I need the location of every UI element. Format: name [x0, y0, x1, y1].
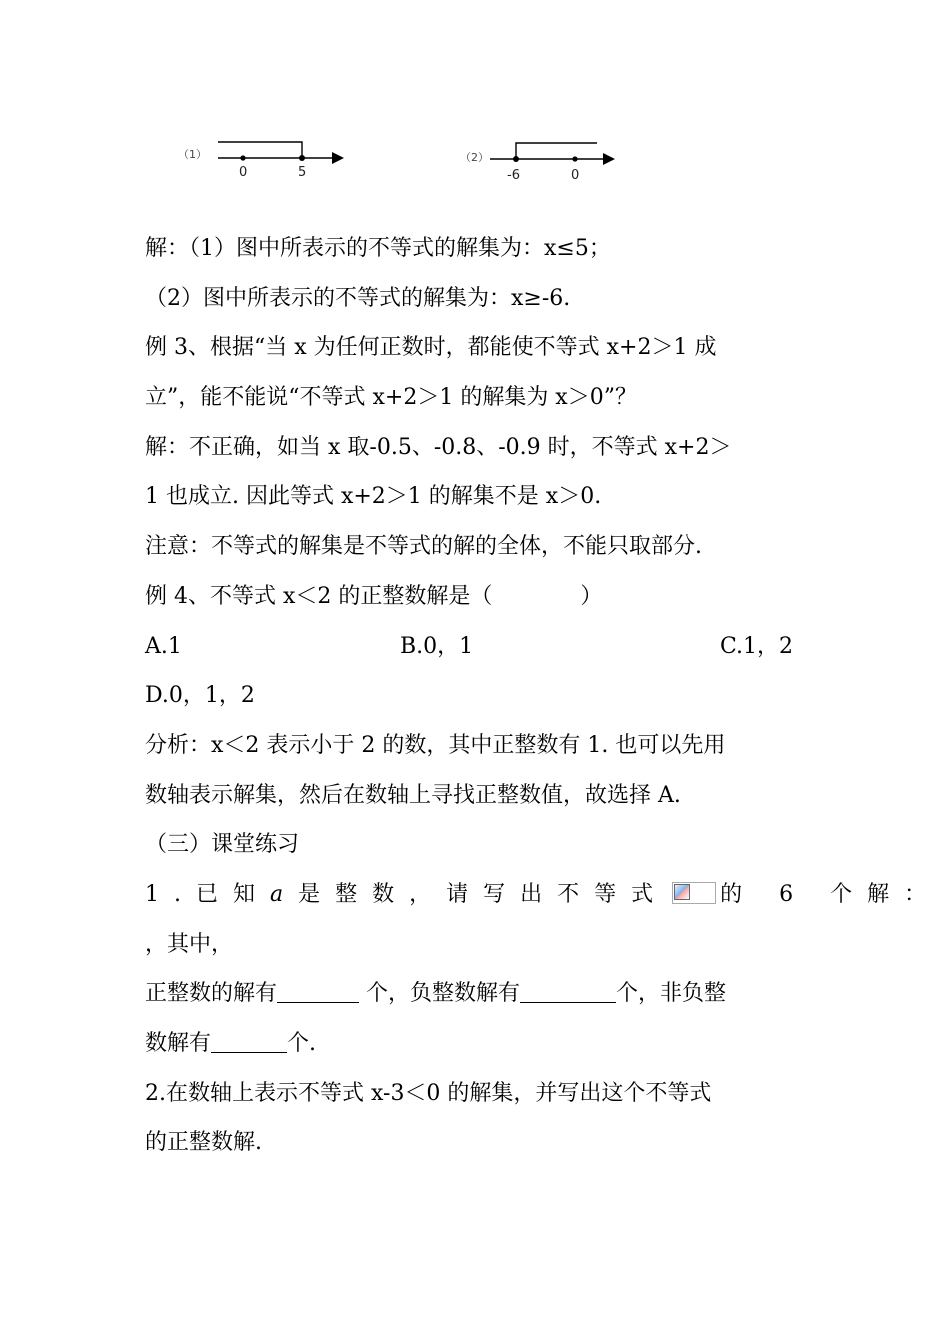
figure-2-tick-1: 0 — [571, 168, 580, 183]
solution-line-2: （2）图中所表示的不等式的解集为：x≥-6. — [145, 285, 571, 311]
blank-nonnegative-count[interactable] — [211, 1026, 287, 1053]
blank-label-end: 个. — [287, 1031, 317, 1056]
solution-line-1: 解：（1）图中所表示的不等式的解集为：x≤5； — [145, 236, 611, 261]
example-3-line-2: 立”，能不能说“不等式 x+2＞1 的解集为 x＞0”？ — [145, 385, 637, 411]
inequality-image-icon — [672, 882, 716, 904]
blank-label-nonnegative-2: 数解有 — [145, 1031, 212, 1056]
document-body — [145, 224, 942, 1168]
option-a: A.1 — [145, 633, 182, 659]
option-c: C.1，2 — [720, 633, 794, 659]
figure-2-label: （2） — [460, 151, 489, 164]
section-heading: （三）课堂练习 — [145, 832, 300, 858]
option-b: B.0，1 — [400, 633, 474, 659]
blank-label-positive: 正整数的解有 — [145, 981, 278, 1007]
analysis-line-2: 数轴表示解集，然后在数轴上寻找正整数值，故选择 A. — [145, 782, 681, 808]
example-4-question: 例 4、不等式 x＜2 的正整数解是（ ） — [145, 583, 603, 609]
exercise-1-prefix: 1.已知 — [145, 881, 270, 907]
figure-1-tick-0: 0 — [239, 165, 248, 180]
analysis-line-1: 分析：x＜2 表示小于 2 的数，其中正整数有 1. 也可以先用 — [145, 732, 726, 758]
exercise-2-line-1: 2.在数轴上表示不等式 x-3＜0 的解集，并写出这个不等式 — [145, 1080, 712, 1106]
example-3-answer-1: 解：不正确，如当 x 取-0.5、-0.8、-0.9 时，不等式 x+2＞ — [145, 434, 732, 460]
example-3-answer-2: 1 也成立. 因此等式 x+2＞1 的解集不是 x＞0. — [145, 484, 602, 510]
blank-label-nonnegative: 个，非负整 — [616, 981, 727, 1007]
blank-negative-count[interactable] — [520, 976, 616, 1003]
exercise-1-line-2: ，其中， — [145, 931, 234, 957]
blank-label-negative: 个，负整数解有 — [359, 981, 521, 1007]
figure-2-tick-0: -6 — [507, 168, 520, 183]
arrow-icon — [332, 152, 344, 164]
option-d: D.0，1，2 — [145, 683, 255, 709]
figure-1-tick-1: 5 — [298, 165, 307, 180]
example-4-options — [145, 622, 810, 672]
exercise-1-suffix: 的 6 个解： — [720, 881, 942, 907]
blank-positive-count[interactable] — [277, 976, 359, 1003]
exercise-1-line-1 — [145, 870, 942, 920]
figure-1-label: （1） — [178, 148, 207, 161]
number-line-1 — [178, 142, 344, 180]
exercise-1-line-3 — [145, 969, 810, 1019]
example-3-line-1: 例 3、根据“当 x 为任何正数时，都能使不等式 x+2＞1 成 — [145, 335, 717, 361]
number-line-2 — [460, 143, 615, 183]
exercise-1-mid: 是整数，请写出不等式 — [298, 881, 669, 907]
number-line-figures — [0, 128, 950, 188]
variable-a: a — [270, 881, 284, 907]
arrow-icon — [603, 153, 615, 165]
note-line: 注意：不等式的解集是不等式的解的全体，不能只取部分. — [145, 534, 702, 560]
exercise-1-line-4 — [145, 1019, 810, 1069]
exercise-2-line-2: 的正整数解. — [145, 1130, 262, 1156]
